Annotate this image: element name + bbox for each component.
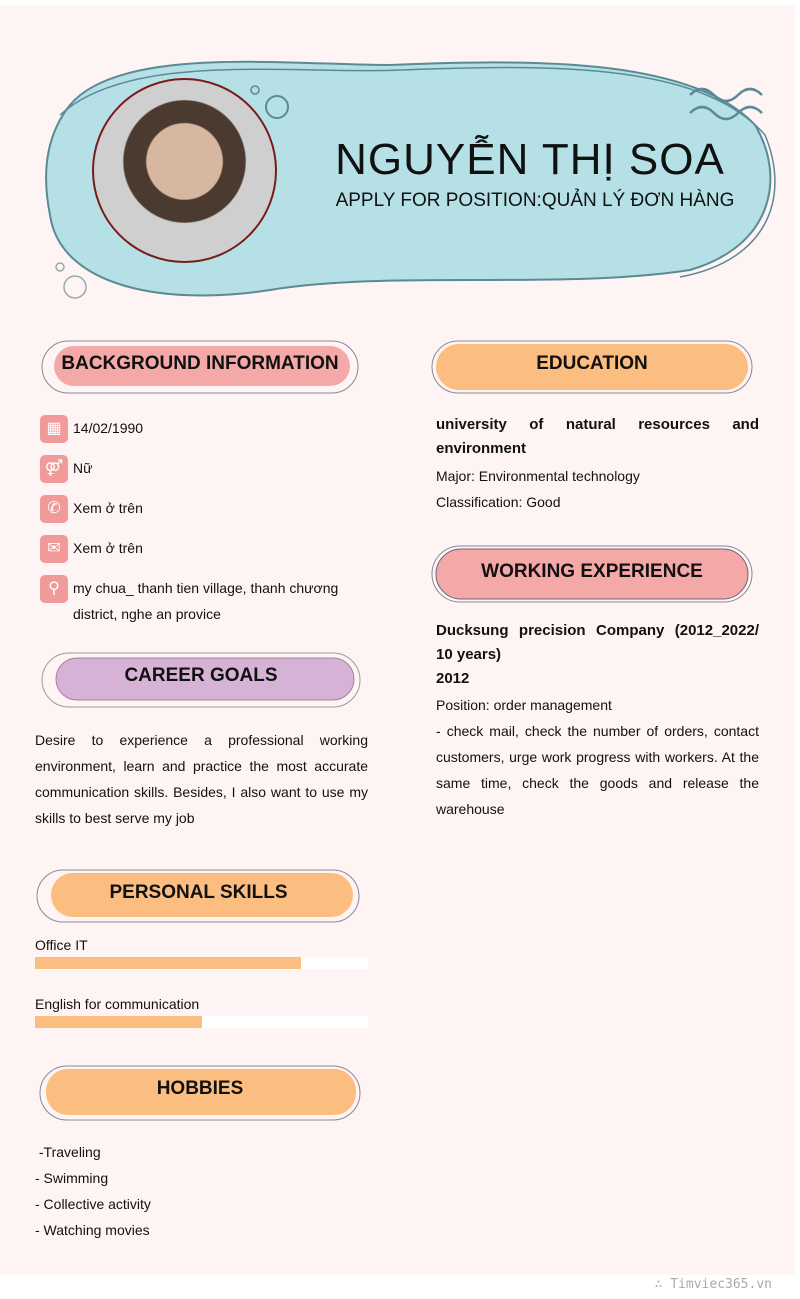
experience-position: Position: order management: [436, 697, 612, 713]
gender-icon: ⚤: [40, 455, 68, 483]
section-skills-header: PERSONAL SKILLS: [35, 867, 362, 919]
skill-name: Office IT: [35, 937, 88, 953]
hobby-item: - Watching movies: [35, 1222, 150, 1238]
skill-bar: [35, 1016, 368, 1028]
experience-year: 2012: [436, 670, 470, 687]
candidate-name: NGUYỄN THỊ SOA: [335, 135, 725, 184]
apply-position: APPLY FOR POSITION:QUẢN LÝ ĐƠN HÀNG: [335, 190, 735, 211]
hobby-item: -Traveling: [35, 1144, 101, 1160]
skill-bar-fill: [35, 1016, 202, 1028]
mail-icon: ✉: [40, 535, 68, 563]
education-classification: Classification: Good: [436, 494, 561, 510]
skill-name: English for communication: [35, 996, 200, 1012]
hobby-item: - Swimming: [35, 1170, 109, 1186]
section-experience-header: WORKING EXPERIENCE: [430, 543, 754, 595]
education-major: Major: Environmental technology: [436, 468, 640, 484]
skill-bar: [35, 957, 368, 969]
calendar-icon: ▦: [40, 415, 68, 443]
education-school: university of natural resources and environment: [436, 416, 759, 457]
career-goals-text: Desire to experience a professional working environment, learn and practice the most accurate communication skills. Besides, I also want to use my skills to best serve my job: [35, 732, 368, 826]
section-hobbies-header: HOBBIES: [38, 1063, 362, 1115]
experience-company: Ducksung precision Company (2012_2022/ 10 years): [436, 622, 759, 663]
experience-description: - check mail, check the number of orders, contact customers, urge work progress with workers. At the same time, check the goods and release the warehouse: [436, 723, 759, 817]
cv-page: NGUYỄN THỊ SOA APPLY FOR POSITION:QUẢN LÝ ĐƠN HÀNG BACKGROUND INFORMATION ▦ 14/02/1990 ⚤ Nữ ✆ Xem ở trên ✉ Xem ở trên ⚲ my chua_ thanh tien village, thanh chương district, nghe an provice CAREER GOALS Desire to experience a professional working environment, learn and practice the most accurate communication skills. Besides, I also want to use my skills to best serve my job PERSONAL SKILLS Office IT English for communication HOBBIES -Traveling - Swimming - Collective activity - Watching movies EDUCATION university of natural resources and environment Major: Environmental technology Classification: Good WORKING EXPERIENCE Ducksung precision Company (2012_2022/ 10 years) 2012 Position: order management - check mail, check the number of orders, contact customers, urge work progress with workers. At the same time, check the goods and release the warehouse: [0, 5, 795, 1275]
phone-icon: ✆: [40, 495, 68, 523]
section-career-header: CAREER GOALS: [40, 650, 362, 702]
section-background-header: BACKGROUND INFORMATION: [40, 338, 360, 390]
hobbies-list: [35, 1139, 335, 1243]
profile-photo: [92, 78, 277, 263]
footer-watermark: ∴ Timviec365.vn: [654, 1277, 772, 1292]
location-icon: ⚲: [40, 575, 68, 603]
hobby-item: - Collective activity: [35, 1196, 151, 1212]
skill-bar-fill: [35, 957, 301, 969]
section-education-header: EDUCATION: [430, 338, 754, 390]
